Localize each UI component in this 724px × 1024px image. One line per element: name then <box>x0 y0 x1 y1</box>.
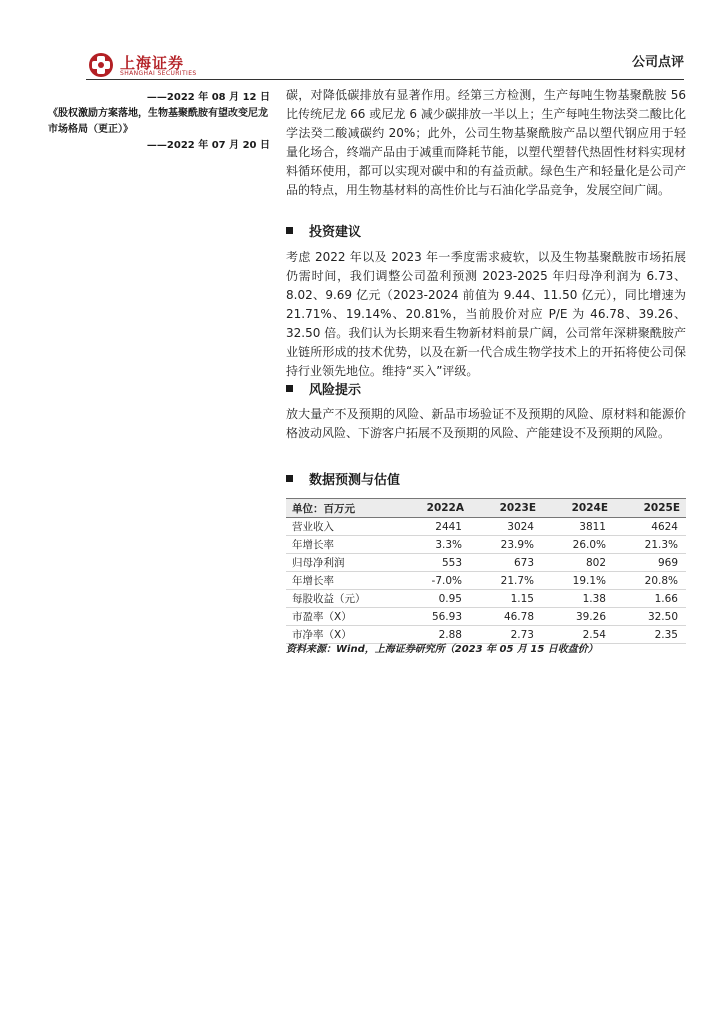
table-row <box>286 536 686 554</box>
forecast-table <box>286 498 686 644</box>
table-cell: 673 <box>470 554 542 572</box>
table-cell: 1.15 <box>470 590 542 608</box>
table-header-row <box>286 499 686 518</box>
table-cell: 802 <box>542 554 614 572</box>
logo-text-cn: 上海证券 <box>120 54 185 72</box>
row-label: 市盈率（X） <box>286 608 398 626</box>
bullet-square-icon <box>286 385 293 392</box>
row-label: 每股收益（元） <box>286 590 398 608</box>
table-cell: 4624 <box>614 518 686 536</box>
document-type-label: 公司点评 <box>631 55 684 70</box>
table-cell: 3811 <box>542 518 614 536</box>
section-title: 投资建议 <box>309 225 362 240</box>
table-cell: 3.3% <box>398 536 470 554</box>
table-cell: 26.0% <box>542 536 614 554</box>
section-title: 数据预测与估值 <box>309 473 401 488</box>
table-cell: -7.0% <box>398 572 470 590</box>
bullet-square-icon <box>286 475 293 482</box>
related-report-date-1: ——2022 年 08 月 12 日 <box>146 92 270 103</box>
table-cell: 19.1% <box>542 572 614 590</box>
table-cell: 23.9% <box>470 536 542 554</box>
table-cell: 2441 <box>398 518 470 536</box>
table-cell: 39.26 <box>542 608 614 626</box>
row-label: 营业收入 <box>286 518 398 536</box>
risk-paragraph: 放大量产不及预期的风险、新品市场验证不及预期的风险、原材料和能源价格波动风险、下游客户拓展不及预期的风险、产能建设不及预期的风险。 <box>286 407 686 440</box>
table-cell: 2.35 <box>614 626 686 644</box>
table-row <box>286 590 686 608</box>
row-label: 年增长率 <box>286 536 398 554</box>
table-cell: 1.66 <box>614 590 686 608</box>
row-label: 年增长率 <box>286 572 398 590</box>
row-label: 市净率（X） <box>286 626 398 644</box>
table-cell: 21.3% <box>614 536 686 554</box>
table-cell: 3024 <box>470 518 542 536</box>
table-row <box>286 518 686 536</box>
section-title: 风险提示 <box>309 383 362 398</box>
logo-emblem-icon <box>88 52 114 78</box>
related-report-title: 《股权激励方案落地，生物基聚酰胺有望改变尼龙市场格局（更正）》 <box>48 108 268 135</box>
table-cell: 20.8% <box>614 572 686 590</box>
table-header-cell: 2023E <box>470 499 542 518</box>
data-source-note: 资料来源：Wind，上海证券研究所（2023 年 05 月 15 日收盘价） <box>286 644 598 655</box>
table-cell: 32.50 <box>614 608 686 626</box>
row-label: 归母净利润 <box>286 554 398 572</box>
related-reports <box>48 90 270 154</box>
table-cell: 21.7% <box>470 572 542 590</box>
related-report-date-2: ——2022 年 07 月 20 日 <box>146 140 270 151</box>
header-divider <box>86 79 684 80</box>
logo-text-en: SHANGHAI SECURITIES <box>120 70 197 77</box>
table-header-cell: 2025E <box>614 499 686 518</box>
table-cell: 2.73 <box>470 626 542 644</box>
table-cell: 0.95 <box>398 590 470 608</box>
table-header-cell: 单位：百万元 <box>286 499 398 518</box>
table-row <box>286 554 686 572</box>
table-row <box>286 608 686 626</box>
table-row <box>286 572 686 590</box>
table-cell: 2.88 <box>398 626 470 644</box>
bullet-square-icon <box>286 227 293 234</box>
company-logo <box>88 50 238 86</box>
investment-paragraph: 考虑 2022 年以及 2023 年一季度需求疲软，以及生物基聚酰胺市场拓展仍需时间，我们调整公司盈利预测 2023-2025 年归母净利润为 6.73、8.02、9.69 亿元（2023-2024 前值为 9.44、11.50 亿元），同比增速为 21.71%、19.14%、20.81%，当前股价对应 P/E 为 46.78、39.26、32.50 倍。我们认为长期来看生物新材料前景广阔，公司常年深耕聚酰胺产业链所形成的技术优势，以及在新一代合成生物学技术上的开拓将使公司保持行业领先地位。维持“买入”评级。 <box>286 250 686 378</box>
table-cell: 553 <box>398 554 470 572</box>
forecast-table-wrapper <box>286 498 686 644</box>
intro-paragraph: 碳，对降低碳排放有显著作用。经第三方检测，生产每吨生物基聚酰胺 56 比传统尼龙 66 或尼龙 6 减少碳排放一半以上；生产每吨生物法癸二酸比化学法癸二酸减碳约 20%；此外，公司生物基聚酰胺产品以塑代钢应用于轻量化场合，终端产品由于减重而降耗节能，以塑代塑替代热固性材料实现材料循环使用，都可以实现对碳中和的有益贡献。绿色生产和轻量化是公司产品的特点，用生物基材料的高性价比与石油化学品竞争，发展空间广阔。 <box>286 88 686 197</box>
section-heading-risk <box>286 379 686 398</box>
table-cell: 56.93 <box>398 608 470 626</box>
section-heading-investment <box>286 221 686 240</box>
table-cell: 1.38 <box>542 590 614 608</box>
table-header-cell: 2022A <box>398 499 470 518</box>
table-cell: 969 <box>614 554 686 572</box>
section-heading-forecast <box>286 469 686 488</box>
table-header-cell: 2024E <box>542 499 614 518</box>
table-cell: 2.54 <box>542 626 614 644</box>
table-cell: 46.78 <box>470 608 542 626</box>
